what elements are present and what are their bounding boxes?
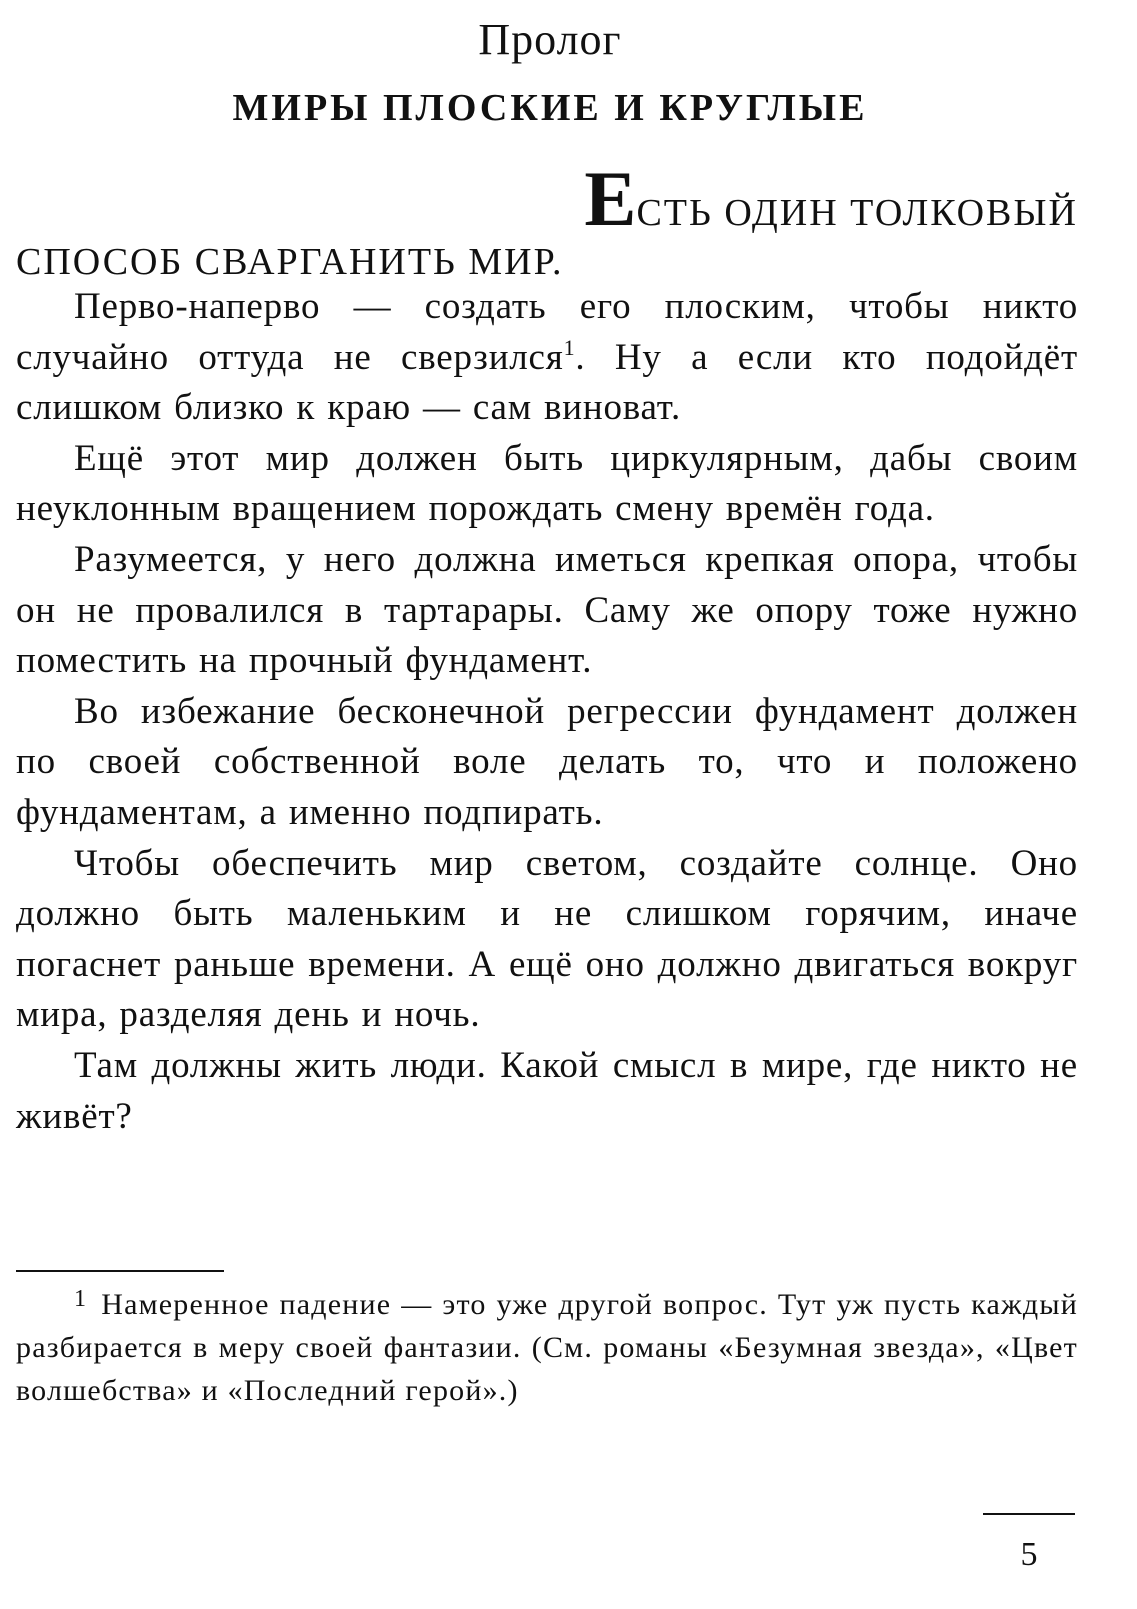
paragraph: Разумеется, у него должна иметься крепкая опора, чтобы он не провалился в тартарары. Саму же опору тоже нужно поместить на прочный фундамент. <box>16 538 1078 682</box>
footnote-divider <box>16 1270 224 1272</box>
drop-cap: Е <box>584 155 637 242</box>
paragraph-text: Перво-наперво — создать его плоским, чтобы никто случайно оттуда не сверзился <box>16 286 1078 378</box>
paragraph: Там должны жить люди. Какой смысл в мире, где никто не живёт? <box>16 1044 1078 1137</box>
lead-line-2: СПОСОБ СВАРГАНИТЬ МИР. <box>16 241 564 283</box>
footnote: 1 Намеренное падение — это уже другой вопрос. Тут уж пусть каждый разбирается в меру своей фантазии. (См. романы «Безумная звезда», «Цвет волшебства» и «Последний герой».) <box>16 1286 1078 1407</box>
page-number: 5 <box>1020 1536 1038 1573</box>
lead-line-1-text: СТЬ ОДИН ТОЛКОВЫЙ <box>636 192 1078 234</box>
lead-in <box>16 155 1078 288</box>
lead-line-1 <box>16 155 1078 242</box>
page-number-rule <box>983 1513 1075 1515</box>
footnote-text: Намеренное падение — это уже другой вопрос. Тут уж пусть каждый разбирается в меру своей фантазии. (См. романы «Безумная звезда», «Цвет волшебства» и «Последний герой».) <box>16 1288 1078 1407</box>
chapter-title: МИРЫ ПЛОСКИЕ И КРУГЛЫЕ <box>232 87 868 129</box>
section-label: Пролог <box>478 15 622 64</box>
footnote-reference: 1 <box>563 334 576 360</box>
body-text <box>16 282 1078 1142</box>
paragraph-text: . Ну а если кто подойдёт слишком близко к краю — сам виноват. <box>16 336 1079 429</box>
paragraph: Во избежание бесконечной регрессии фундамент должен по своей собственной воле делать то, что и положено фундаментам, а именно подпирать. <box>16 690 1078 833</box>
paragraph: Чтобы обеспечить мир светом, создайте солнце. Оно должно быть маленьким и не слишком горячим, иначе погаснет раньше времени. А ещё оно должно двигаться вокруг мира, разделяя день и ночь. <box>16 842 1078 1036</box>
paragraph <box>16 282 1078 434</box>
paragraph: Ещё этот мир должен быть циркулярным, дабы своим неуклонным вращением порождать смену времён года. <box>16 437 1078 530</box>
